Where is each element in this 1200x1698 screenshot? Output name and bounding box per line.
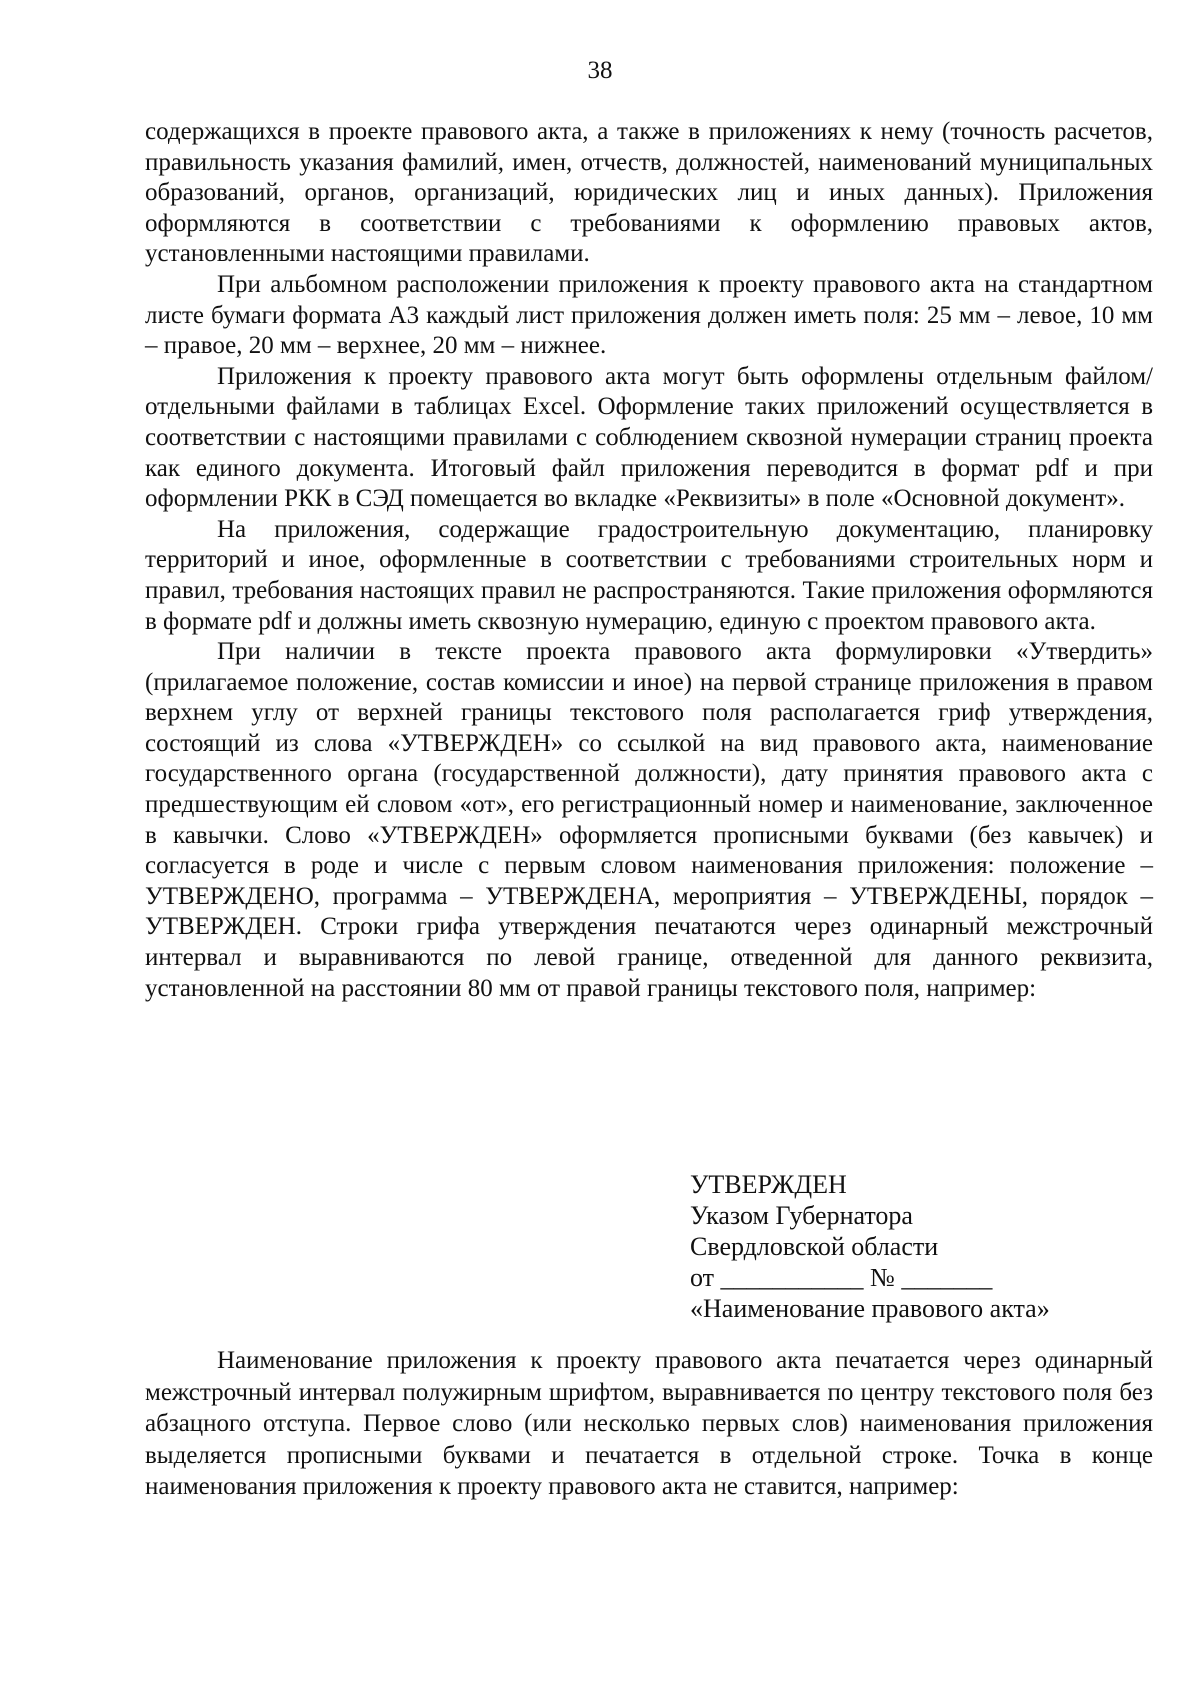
paragraph-attachment-title: Наименование приложения к проекту правового акта печатается через одинарный межстрочный интервал полужирным шрифтом, выравнивается по центру текстового поля без абзацного отступа. Первое слово (или несколько первых слов) наименования приложения выделяется прописными буквами и печатается в отдельной строке. Точка в конце наименования приложения к проекту правового акта не ставится, например: <box>145 1347 1153 1501</box>
paragraph-continuation: содержащихся в проекте правового акта, а также в приложениях к нему (точность расчетов, правильность указания фамилий, имен, отчеств, должностей, наименований муниципальных образований, органов, организаций, юридических лиц и иных данных). Приложения оформляются в соответствии с требованиями к оформлению правовых актов, установленными настоящими правилами. <box>145 118 1153 268</box>
approval-stamp-date-number: от ___________ № _______ <box>690 1263 993 1292</box>
approval-stamp-act-type: Указом Губернатора <box>690 1201 913 1230</box>
page-number: 38 <box>587 57 613 84</box>
approval-stamp-act-name: «Наименование правового акта» <box>690 1294 1050 1323</box>
approval-stamp-example <box>690 1169 1130 1324</box>
approval-stamp-region: Свердловской области <box>690 1232 939 1261</box>
paragraph-urban-planning: На приложения, содержащие градостроительную документацию, планировку территорий и иное, оформленные в соответствии с требованиями строительных норм и правил, требования настоящих правил не распространяются. Такие приложения оформляются в формате pdf и должны иметь сквозную нумерацию, единую с проектом правового акта. <box>145 515 1153 635</box>
paragraph-excel-attachments: Приложения к проекту правового акта могут быть оформлены отдельным файлом/отдельными файлами в таблицах Excel. Оформление таких приложений осуществляется в соответствии с настоящими правилами с соблюдением сквозной нумерации страниц проекта как единого документа. Итоговый файл приложения переводится в формат pdf и при оформлении РКК в СЭД помещается во вкладке «Реквизиты» в поле «Основной документ». <box>145 362 1153 513</box>
closing-text <box>145 1345 1153 1503</box>
approval-stamp-word: УТВЕРЖДЕН <box>690 1170 847 1199</box>
paragraph-landscape-margins: При альбомном расположении приложения к проекту правового акта на стандартном листе бумаги формата А3 каждый лист приложения должен иметь поля: 25 мм – левое, 10 мм – правое, 20 мм – верхнее, 20 мм – нижнее. <box>145 270 1153 360</box>
paragraph-approval-stamp: При наличии в тексте проекта правового акта формулировки «Утвердить» (прилагаемое положение, состав комиссии и иное) на первой странице приложения в правом верхнем углу от верхней границы текстового поля располагается гриф утверждения, состоящий из слова «УТВЕРЖДЕН» со ссылкой на вид правового акта, наименование государственного органа (государственной должности), дату принятия правового акта с предшествующим ей словом «от», его регистрационный номер и наименование, заключенное в кавычки. Слово «УТВЕРЖДЕН» оформляется прописными буквами (без кавычек) и согласуется в роде и числе с первым словом наименования приложения: положение – УТВЕРЖДЕНО, программа – УТВЕРЖДЕНА, мероприятия – УТВЕРЖДЕНЫ, порядок – УТВЕРЖДЕН. Строки грифа утверждения печатаются через одинарный межстрочный интервал и выравниваются по левой границе, отведенной для данного реквизита, установленной на расстоянии 80 мм от правой границы текстового поля, например: <box>145 638 1153 1002</box>
main-text <box>145 117 1153 1004</box>
